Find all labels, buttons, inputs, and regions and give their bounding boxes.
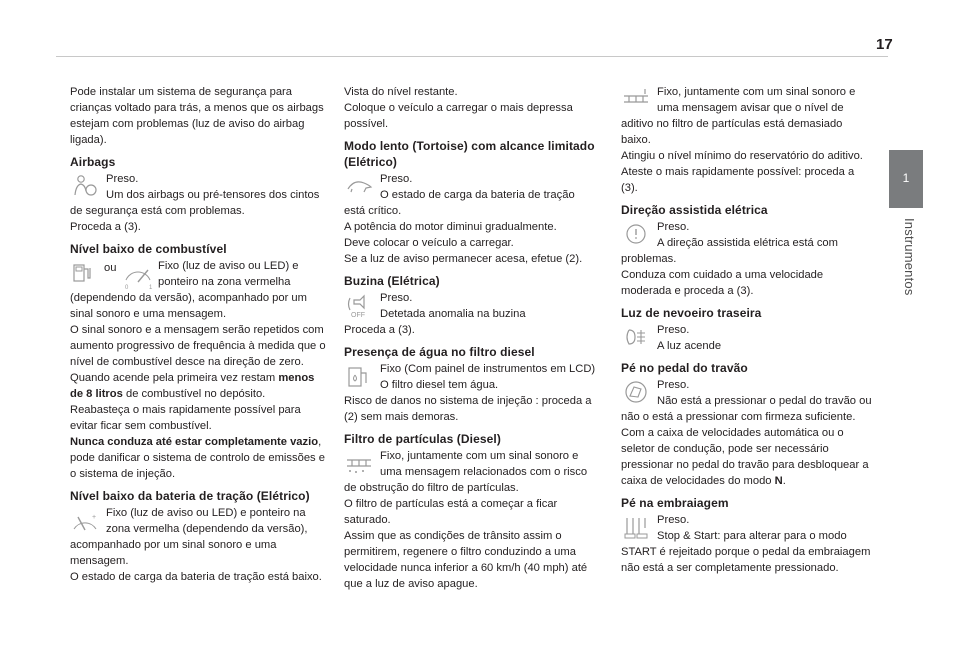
fuel-text1: Fixo (luz de aviso ou LED) e ponteiro na zona vermelha (dependendo da versão), acompanhado por um sinal sonoro e uma mensagem. <box>70 260 307 320</box>
dpf-text3: Assim que as condições de trânsito assim o permitirem, regenere o filtro conduzindo a uma velocidade nunca inferior a 60 km/h (40 mph) até que a luz de aviso apague. <box>344 530 588 590</box>
clutch-text1: Stop & Start: para alterar para o modo START é rejeitado porque o pedal da embraiagem não está a ser completamente pressionado. <box>621 530 871 574</box>
dpf-text1: Fixo, juntamente com um sinal sonoro e uma mensagem relacionados com o risco de obstrução do filtro de partículas. <box>344 450 588 494</box>
section-title-clutch: Pé na embraiagem <box>621 496 729 510</box>
brake-pedal-icon <box>621 379 651 405</box>
section-title-dpf: Filtro de partículas (Diesel) <box>344 432 501 446</box>
additive-level-icon <box>621 86 651 112</box>
column-1 <box>70 84 326 585</box>
water-text1: Fixo (Com painel de instrumentos em LCD) <box>380 363 596 375</box>
steering-line1: Preso. <box>657 221 690 233</box>
fuel-text5: Nunca conduza até estar completamente vazio, pode danificar o sistema de controlo de emissões e o sistema de injeção. <box>70 436 325 480</box>
particle-filter-icon <box>344 450 374 476</box>
section-title-tortoise: Modo lento (Tortoise) com alcance limitado (Elétrico) <box>344 139 595 169</box>
section-title-water: Presença de água no filtro diesel <box>344 345 535 359</box>
column-2 <box>344 84 596 592</box>
brake-text2: Com a caixa de velocidades automática ou o seletor de condução, pode ser necessário pressionar no pedal do travão para desbloquear a caixa de velocidades do modo N. <box>621 427 869 487</box>
rear-fog-icon <box>621 324 651 350</box>
column-3 <box>621 84 873 576</box>
additive-text2: Atingiu o nível mínimo do reservatório do aditivo. <box>621 150 863 162</box>
dpf-text2: O filtro de partículas está a começar a ficar saturado. <box>344 498 558 526</box>
section-title-steering: Direção assistida elétrica <box>621 203 768 217</box>
header-rule <box>56 56 888 57</box>
additive-text1: Fixo, juntamente com um sinal sonoro e uma mensagem avisar que o nível de aditivo no filtro de partículas está demasiado baixo. <box>621 86 856 146</box>
fuel-text3: Quando acende pela primeira vez restam menos de 8 litros de combustível no depósito. <box>70 372 315 400</box>
chapter-tab[interactable] <box>889 150 923 208</box>
tortoise-text4: Se a luz de aviso permanecer acesa, efetue (2). <box>344 253 583 265</box>
additive-text3: Ateste o mais rapidamente possível: proceda a (3). <box>621 166 855 194</box>
section-title-fuel: Nível baixo de combustível <box>70 242 227 256</box>
water-text2: O filtro diesel tem água. <box>380 379 499 391</box>
chapter-tab-number: 1 <box>902 171 910 185</box>
section-title-airbags: Airbags <box>70 155 116 169</box>
chapter-label: Instrumentos <box>902 218 917 296</box>
col2-intro2: Coloque o veículo a carregar o mais depressa possível. <box>344 102 573 130</box>
steering-text2: Conduza com cuidado a uma velocidade moderada e proceda a (3). <box>621 269 824 297</box>
tortoise-text3: Deve colocar o veículo a carregar. <box>344 237 514 249</box>
horn-off-icon <box>344 292 374 318</box>
clutch-pedal-icon <box>621 514 651 540</box>
section-title-horn: Buzina (Elétrica) <box>344 274 440 288</box>
page-number: 17 <box>876 36 893 53</box>
airbag-warning-icon <box>70 173 100 199</box>
fog-line1: Preso. <box>657 324 690 336</box>
airbags-body: Um dos airbags ou pré-tensores dos cintos de segurança está com problemas. <box>70 189 320 217</box>
section-title-brake: Pé no pedal do travão <box>621 361 748 375</box>
airbags-line1: Preso. <box>106 173 139 185</box>
fuel-text4: Reabasteça o mais rapidamente possível para evitar ficar sem combustível. <box>70 404 301 432</box>
water-text3: Risco de danos no sistema de injeção : proceda a (2) sem mais demoras. <box>344 395 592 423</box>
fog-text1: A luz acende <box>657 340 722 352</box>
fuel-or-label: ou <box>104 262 117 274</box>
fuel-icons <box>70 260 154 290</box>
fuel-pump-icon <box>70 260 96 286</box>
airbags-action: Proceda a (3). <box>70 221 141 233</box>
svg-text:0: 0 <box>125 285 129 290</box>
tortoise-line1: Preso. <box>380 173 413 185</box>
section-title-battery: Nível baixo da bateria de tração (Elétrico) <box>70 489 310 503</box>
svg-text:OFF: OFF <box>351 312 365 318</box>
section-title-fog: Luz de nevoeiro traseira <box>621 306 762 320</box>
brake-text1: Não está a pressionar o pedal do travão ou não o está a pressionar com firmeza suficiente. <box>621 395 872 423</box>
tortoise-text2: A potência do motor diminui gradualmente. <box>344 221 557 233</box>
fuel-gauge-icon <box>122 260 154 290</box>
water-in-diesel-icon <box>344 363 374 389</box>
svg-text:+: + <box>92 514 97 521</box>
tortoise-icon <box>344 173 374 199</box>
steering-warning-icon <box>621 221 651 247</box>
clutch-line1: Preso. <box>657 514 690 526</box>
battery-text1: Fixo (luz de aviso ou LED) e ponteiro na zona vermelha (dependendo da versão), acompanhado por um sinal sonoro e uma mensagem. <box>70 507 308 567</box>
horn-action: Proceda a (3). <box>344 324 415 336</box>
steering-text1: A direção assistida elétrica está com problemas. <box>621 237 838 265</box>
fuel-text2: O sinal sonoro e a mensagem serão repetidos com aumento progressivo de frequência à medida que o nível de combustível desce na direção de zero. <box>70 324 326 368</box>
col2-intro1: Vista do nível restante. <box>344 86 458 98</box>
tortoise-text1: O estado de carga da bateria de tração está crítico. <box>344 189 575 217</box>
intro-text: Pode instalar um sistema de segurança para crianças voltado para trás, a menos que os airbags estejam com problemas (luz de aviso do airbag ligada). <box>70 86 324 146</box>
horn-line1: Preso. <box>380 292 413 304</box>
horn-text1: Detetada anomalia na buzina <box>380 308 526 320</box>
brake-line1: Preso. <box>657 379 690 391</box>
svg-text:1: 1 <box>149 285 153 290</box>
battery-text2: O estado de carga da bateria de tração está baixo. <box>70 571 322 583</box>
battery-range-icon <box>70 507 100 533</box>
